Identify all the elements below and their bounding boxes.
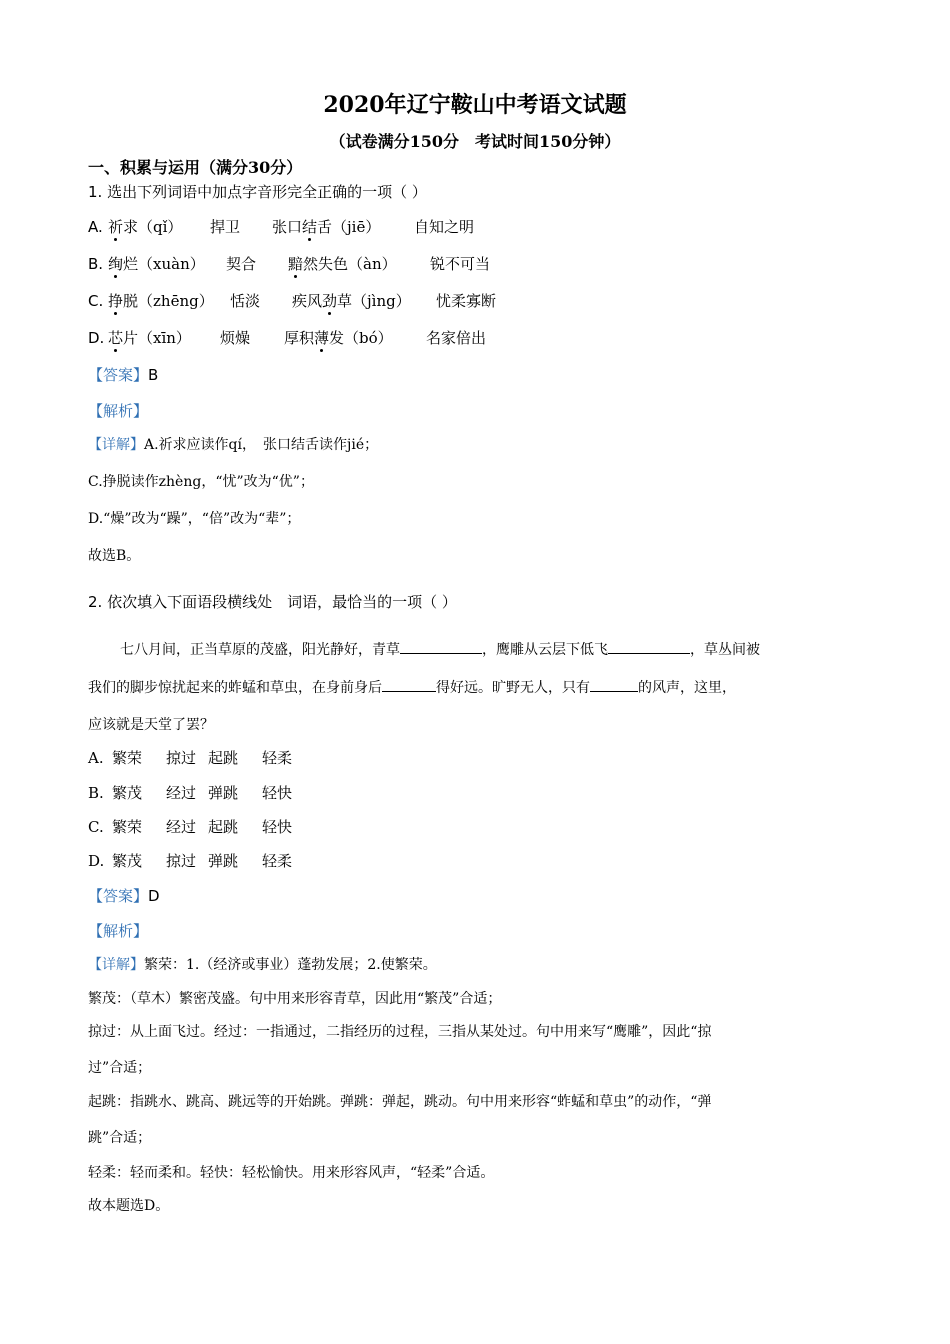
question-2-detail-8: 故本题选D。 <box>88 1198 170 1214</box>
page-title: 2020年辽宁鞍山中考语文试题 <box>323 92 627 118</box>
question-2-detail-5: 起跳：指跳水、跳高、跳远等的开始跳。弹跳：弹起，跳动。句中用来形容“蚱蜢和草虫”的动作，“弹 <box>88 1094 712 1110</box>
question-1-option-d: D. 芯片（xīn） 烦燥 厚积薄发（bó） 名家倍出 <box>88 329 487 347</box>
question-2-detail-2: 繁茂：（草木）繁密茂盛。句中用来形容青草，因此用“繁茂”合适； <box>88 991 502 1007</box>
question-2-option-a: A. 繁荣 掠过 起跳 轻柔 <box>88 749 293 767</box>
question-2-detail-6: 跳”合适； <box>88 1130 152 1146</box>
question-1-detail-3: D.“燥”改为“躁”，“倍”改为“辈”； <box>88 511 301 527</box>
blank-2 <box>608 639 690 654</box>
question-1-option-b: B. 绚烂（xuàn） 契合 黯然失色（àn） 锐不可当 <box>88 255 491 273</box>
blank-1 <box>400 639 482 654</box>
question-1-detail-4: 故选B。 <box>88 548 141 564</box>
question-2-option-c: C. 繁荣 经过 起跳 轻快 <box>88 818 293 836</box>
question-2-option-d: D. 繁茂 掠过 弹跳 轻柔 <box>88 852 293 870</box>
question-2-option-b: B. 繁茂 经过 弹跳 轻快 <box>88 784 293 802</box>
question-2-passage-line-2: 我们的脚步惊扰起来的蚱蜢和草虫，在身前身后 得好远。旷野无人，只有 的风声，这里， <box>88 677 736 697</box>
question-1-stem: 1. 选出下列词语中加点字音形完全正确的一项（ ） <box>88 183 427 201</box>
question-2-passage-line-3: 应该就是天堂了罢？ <box>88 717 214 733</box>
question-2-answer: 【答案】D <box>88 887 160 905</box>
question-1-option-a: A. 祈求（qǐ） 捍卫 张口结舌（jiē） 自知之明 <box>88 218 475 236</box>
question-2-passage-line-1: 七八月间，正当草原的茂盛，阳光静好，青草 ，鹰雕从云层下低飞 ，草丛间被 <box>120 639 760 659</box>
question-1-answer: 【答案】B <box>88 366 159 384</box>
section-heading: 一、积累与运用（满分30分） <box>88 158 303 177</box>
blank-4 <box>590 677 638 692</box>
question-1-analysis-label: 【解析】 <box>88 402 149 420</box>
question-1-detail-1: 【详解】A.祈求应读作qí， 张口结舌读作jié； <box>88 437 379 453</box>
question-2-detail-3: 掠过：从上面飞过。经过：一指通过，二指经历的过程，三指从某处过。句中用来写“鹰雕”，因此“掠 <box>88 1024 712 1040</box>
page-subtitle: （试卷满分150分 考试时间150分钟） <box>329 132 621 151</box>
question-1-option-c: C. 挣脱（zhēng） 恬淡 疾风劲草（jìng） 忧柔寡断 <box>88 292 497 310</box>
question-1-detail-2: C.挣脱读作zhèng，“忧”改为“优”； <box>88 474 314 490</box>
question-2-analysis-label: 【解析】 <box>88 922 149 940</box>
question-2-detail-4: 过”合适； <box>88 1060 152 1076</box>
question-2-detail-7: 轻柔：轻而柔和。轻快：轻松愉快。用来形容风声，“轻柔”合适。 <box>88 1165 495 1181</box>
blank-3 <box>382 677 436 692</box>
question-2-detail-1: 【详解】繁荣：1.（经济或事业）蓬勃发展；2.使繁荣。 <box>88 957 437 973</box>
question-2-stem: 2. 依次填入下面语段横线处 词语，最恰当的一项（ ） <box>88 593 457 611</box>
